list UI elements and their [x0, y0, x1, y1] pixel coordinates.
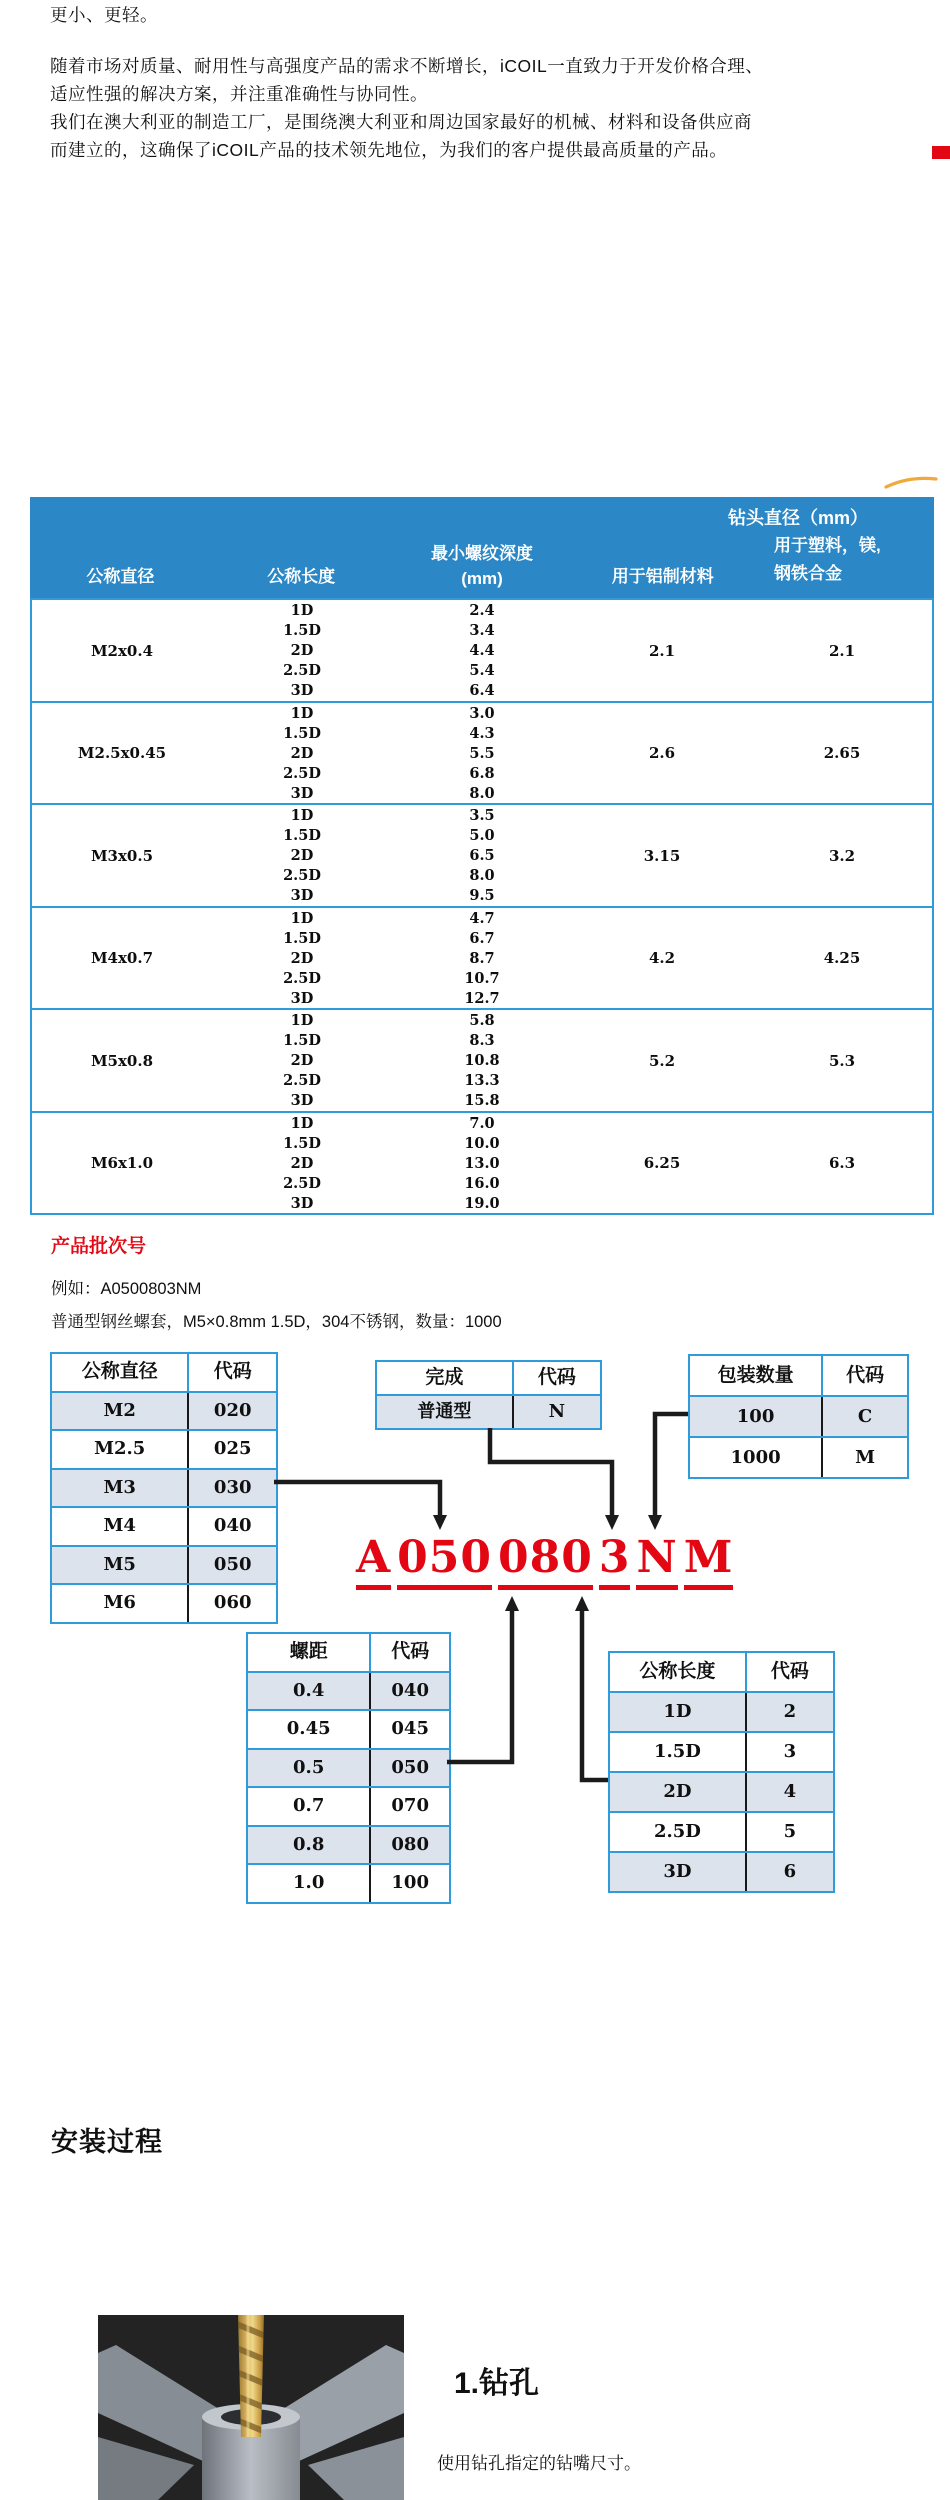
depth-value: 13.3 — [464, 1072, 500, 1089]
depth-value: 4.3 — [469, 724, 495, 742]
depth-value: 3.4 — [469, 622, 495, 639]
cell: 2 — [747, 1693, 833, 1731]
col-header-aluminium: 用于铝制材料 — [611, 567, 714, 586]
cell: 普通型 — [377, 1396, 514, 1428]
length-column — [212, 1113, 392, 1214]
size-label: M3x0.5 — [90, 846, 154, 865]
intro-line: 随着市场对质量、耐用性与高强度产品的需求不断增长，iCOIL一直致力于开发价格合理、 — [50, 56, 764, 76]
size-label: M2.5x0.45 — [77, 744, 167, 762]
size-label: M6x1.0 — [90, 1154, 154, 1172]
length-value: 1D — [290, 704, 314, 722]
depth-value: 5.5 — [469, 744, 495, 762]
length-value: 2.5D — [283, 662, 321, 679]
code-segment-diameter: 050 — [397, 1532, 492, 1590]
depth-value: 4.4 — [469, 642, 495, 659]
col-header-plastic-line1: 用于塑料，镁, — [774, 536, 881, 555]
drill-alu-value: 3.15 — [643, 846, 681, 865]
cell: 100 — [391, 1872, 429, 1893]
length-value: 2.5D — [283, 867, 321, 884]
cell: M — [855, 1447, 876, 1468]
depth-value: 9.5 — [469, 887, 495, 904]
drill-plastic-value: 4.25 — [823, 949, 861, 967]
cell: 045 — [391, 1718, 429, 1739]
length-value: 1.5D — [283, 827, 321, 844]
drill-photo — [98, 2315, 404, 2500]
header-cell: 螺距 — [248, 1634, 371, 1671]
depth-value: 4.7 — [469, 909, 495, 927]
cell: M2 — [52, 1393, 189, 1430]
drill-alu-value: 2.1 — [648, 641, 676, 660]
depth-value: 8.0 — [469, 867, 495, 884]
cell: M2.5 — [52, 1431, 189, 1468]
header-cell: 代码 — [770, 1661, 809, 1682]
cell: M5 — [52, 1547, 189, 1584]
header-cell: 代码 — [391, 1641, 430, 1662]
col-header-diameter: 公称直径 — [86, 567, 155, 586]
step1-description: 使用钻孔指定的钻嘴尺寸。 — [437, 2454, 641, 2473]
spacer — [50, 29, 912, 52]
header-cell: 代码 — [846, 1365, 885, 1386]
spec-row-group-m2 — [32, 600, 932, 701]
cell: 040 — [371, 1673, 449, 1710]
drill-plastic-value: 2.1 — [828, 641, 856, 660]
cell: 1000 — [690, 1438, 823, 1477]
depth-value: 13.0 — [464, 1154, 500, 1172]
install-section-title: 安装过程 — [51, 2127, 163, 2157]
col-header-depth — [392, 541, 573, 591]
depth-column — [392, 600, 572, 701]
length-value: 2D — [290, 847, 314, 864]
depth-value: 8.0 — [469, 784, 495, 802]
depth-value: 5.0 — [469, 827, 495, 844]
cell: 100 — [690, 1397, 823, 1436]
length-value: 1.5D — [283, 1032, 321, 1049]
spec-row-group-m2-5 — [32, 701, 932, 804]
cell: 0.5 — [248, 1750, 371, 1787]
depth-value: 3.0 — [469, 704, 495, 722]
drill-alu-value: 2.6 — [648, 744, 676, 762]
depth-value: 15.8 — [464, 1092, 500, 1109]
cell: 025 — [213, 1438, 252, 1459]
depth-value: 10.0 — [464, 1134, 500, 1152]
size-label: M4x0.7 — [90, 949, 154, 967]
length-value: 1D — [290, 909, 314, 927]
depth-value: 5.8 — [469, 1012, 495, 1029]
length-value: 2.5D — [283, 764, 321, 782]
cell: 3D — [610, 1853, 747, 1891]
header-cell: 包装数量 — [690, 1356, 823, 1395]
drill-plastic-value: 2.65 — [823, 744, 861, 762]
col-header-plastic-line2: 钢铁合金 — [774, 564, 842, 583]
length-value: 3D — [290, 887, 314, 904]
cell: 040 — [213, 1515, 252, 1536]
length-value: 2.5D — [283, 969, 321, 987]
header-cell: 公称长度 — [610, 1653, 747, 1691]
intro-line: 更小、更轻。 — [50, 5, 158, 25]
depth-value: 6.4 — [469, 682, 495, 699]
depth-value: 6.8 — [469, 764, 495, 782]
cell: 080 — [371, 1827, 449, 1864]
length-value: 2.5D — [283, 1174, 321, 1192]
code-segment-prefix: A — [356, 1532, 391, 1590]
code-segment-packing: M — [684, 1532, 734, 1590]
intro-text — [50, 1, 912, 164]
length-column — [212, 703, 392, 804]
drill-alu-value: 5.2 — [648, 1051, 676, 1070]
depth-value: 10.8 — [464, 1052, 500, 1069]
length-value: 1D — [290, 1114, 314, 1132]
length-column — [212, 908, 392, 1009]
cell: 050 — [371, 1750, 449, 1787]
drill-alu-value: 4.2 — [648, 949, 676, 967]
col-header-plastic — [774, 532, 881, 588]
length-column — [212, 1010, 392, 1111]
length-column — [212, 805, 392, 906]
step1-title: 1.钻孔 — [454, 2367, 540, 2400]
spec-table-body — [30, 598, 934, 1215]
depth-column — [392, 1010, 572, 1111]
connector-arrows — [0, 1340, 950, 1910]
cell: C — [823, 1397, 907, 1436]
length-value: 2.5D — [283, 1072, 321, 1089]
depth-value: 19.0 — [464, 1194, 500, 1212]
cell: 0.8 — [248, 1827, 371, 1864]
cell: M4 — [52, 1508, 189, 1545]
drill-alu-value: 6.25 — [643, 1154, 681, 1172]
spec-row-group-m4 — [32, 906, 932, 1009]
length-value: 2D — [290, 642, 314, 659]
cell: 060 — [213, 1592, 252, 1613]
spec-table — [30, 497, 934, 1215]
depth-value: 3.5 — [469, 807, 495, 824]
header-cell: 代码 — [213, 1361, 252, 1382]
cell: 070 — [391, 1795, 429, 1816]
header-cell: 公称直径 — [52, 1354, 189, 1391]
depth-value: 2.4 — [469, 602, 495, 619]
length-column — [212, 600, 392, 701]
cell: 050 — [189, 1547, 276, 1584]
spec-table-header — [30, 497, 934, 598]
depth-column — [392, 805, 572, 906]
header-cell: 完成 — [377, 1362, 514, 1394]
length-value: 1D — [290, 807, 314, 824]
cell: M3 — [52, 1470, 189, 1507]
cell: N — [514, 1396, 600, 1428]
length-value: 1.5D — [283, 622, 321, 639]
depth-value: 8.3 — [469, 1032, 495, 1049]
spec-row-group-m3 — [32, 803, 932, 906]
col-header-depth-line2: (mm) — [461, 569, 503, 588]
cell: 0.7 — [248, 1788, 371, 1825]
length-value: 3D — [290, 1092, 314, 1109]
depth-column — [392, 1113, 572, 1214]
code-segment-pitch: 080 — [498, 1532, 593, 1590]
depth-column — [392, 703, 572, 804]
depth-value: 12.7 — [464, 989, 500, 1007]
drill-plastic-value: 6.3 — [828, 1154, 856, 1172]
col-header-length: 公称长度 — [267, 567, 336, 586]
header-cell: 代码 — [537, 1367, 576, 1388]
length-value: 3D — [290, 989, 314, 1007]
depth-value: 6.5 — [469, 847, 495, 864]
depth-value: 5.4 — [469, 662, 495, 679]
depth-value: 10.7 — [464, 969, 500, 987]
cell: 5 — [783, 1821, 797, 1842]
length-value: 1.5D — [283, 929, 321, 947]
code-segment-finish: N — [636, 1532, 677, 1590]
col-header-depth-line1: 最小螺纹深度 — [430, 544, 533, 563]
code-segment-length: 3 — [599, 1532, 631, 1590]
length-value: 3D — [290, 682, 314, 699]
length-value: 2D — [290, 744, 314, 762]
intro-line: 适应性强的解决方案，并注重准确性与协同性。 — [50, 84, 428, 104]
cell: 2.5D — [610, 1813, 747, 1851]
cell: 1.5D — [610, 1733, 747, 1771]
cell: 3 — [783, 1741, 797, 1762]
size-label: M5x0.8 — [90, 1051, 154, 1070]
drill-plastic-value: 5.3 — [828, 1051, 856, 1070]
depth-column — [392, 908, 572, 1009]
cell: 1.0 — [248, 1865, 371, 1902]
size-label: M2x0.4 — [90, 641, 154, 660]
length-value: 2D — [290, 1154, 314, 1172]
depth-value: 7.0 — [469, 1114, 495, 1132]
drill-photo-art — [98, 2315, 404, 2500]
cell: 2D — [610, 1773, 747, 1811]
cell: 4 — [747, 1773, 833, 1811]
batch-description: 普通型钢丝螺套，M5×0.8mm 1.5D，304不锈钢，数量：1000 — [51, 1313, 502, 1331]
batch-section-title: 产品批次号 — [51, 1236, 147, 1257]
red-marker — [932, 146, 950, 159]
length-value: 2D — [290, 1052, 314, 1069]
cell: 6 — [747, 1853, 833, 1891]
spec-row-group-m6 — [32, 1111, 932, 1214]
cell: 020 — [189, 1393, 276, 1430]
cell: 0.4 — [248, 1673, 371, 1710]
length-value: 2D — [290, 949, 314, 967]
depth-value: 8.7 — [469, 949, 495, 967]
length-value: 1.5D — [283, 724, 321, 742]
length-value: 1.5D — [283, 1134, 321, 1152]
cell: 030 — [189, 1470, 276, 1507]
length-value: 3D — [290, 1194, 314, 1212]
intro-line: 而建立的，这确保了iCOIL产品的技术领先地位，为我们的客户提供最高质量的产品。 — [50, 140, 728, 160]
cell: M6 — [52, 1585, 189, 1622]
drill-plastic-value: 3.2 — [828, 846, 856, 865]
length-value: 3D — [290, 784, 314, 802]
depth-value: 16.0 — [464, 1174, 500, 1192]
depth-value: 6.7 — [469, 929, 495, 947]
cell: 1D — [610, 1693, 747, 1731]
length-value: 1D — [290, 602, 314, 619]
swoosh-decoration-icon — [882, 470, 942, 494]
spec-row-group-m5 — [32, 1008, 932, 1111]
intro-line: 我们在澳大利亚的制造工厂，是围绕澳大利亚和周边国家最好的机械、材料和设备供应商 — [50, 112, 752, 132]
cell: 0.45 — [248, 1711, 371, 1748]
batch-example: 例如：A0500803NM — [51, 1280, 202, 1298]
length-value: 1D — [290, 1012, 314, 1029]
col-header-drill-diameter: 钻头直径（mm） — [727, 508, 868, 528]
